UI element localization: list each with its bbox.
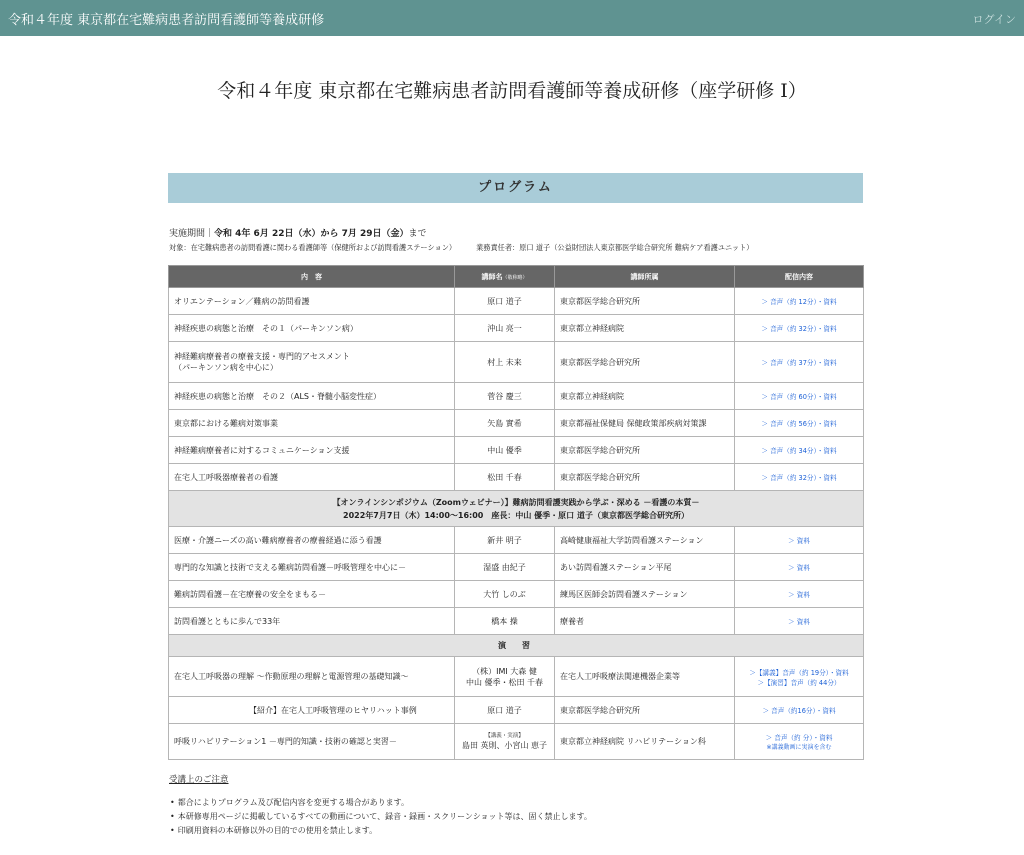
header-org: 講師所属 xyxy=(555,266,735,288)
row-org: 療養者 xyxy=(555,608,735,635)
row-lecturer: 矢島 實希 xyxy=(455,410,555,437)
period-value: 令和 4年 6月 22日（水）から 7月 29日（金） xyxy=(214,229,409,239)
row-org: 東京都医学総合研究所 xyxy=(555,437,735,464)
row-media xyxy=(735,527,864,554)
symposium-line1: 【オンラインシンポジウム（Zoomウェビナー）】難病訪問看護実践から学ぶ・深める －看護の本質－ xyxy=(332,497,700,507)
row-media xyxy=(735,608,864,635)
row-content: 在宅人工呼吸器療養者の看護 xyxy=(169,464,455,491)
row-lecturer: 原口 道子 xyxy=(455,697,555,724)
header-lecturer xyxy=(455,266,555,288)
row-media xyxy=(735,697,864,724)
row-lecturer xyxy=(455,657,555,697)
site-title[interactable]: 令和４年度 東京都在宅難病患者訪問看護師等養成研修 xyxy=(8,13,325,28)
row-lecturer: 菅谷 慶三 xyxy=(455,383,555,410)
media-note: ※講義動画に実演を含む xyxy=(766,744,832,751)
notes-list xyxy=(170,796,592,838)
row-lecturer-line1: （株）IMI 大森 健 xyxy=(472,666,537,676)
row-org: 東京都医学総合研究所 xyxy=(555,288,735,315)
row-content: 神経疾患の病態と治療 その２（ALS・脊髄小脳変性症） xyxy=(169,383,455,410)
row-org: 東京都医学総合研究所 xyxy=(555,464,735,491)
table-row xyxy=(169,410,864,437)
row-content: 専門的な知識と技術で支える難病訪問看護－呼吸管理を中心に－ xyxy=(169,554,455,581)
row-content: 神経疾患の病態と治療 その１（パーキンソン病） xyxy=(169,315,455,342)
row-lecturer: 新井 明子 xyxy=(455,527,555,554)
row-content: 在宅人工呼吸器の理解 ～作動原理の理解と電源管理の基礎知識～ xyxy=(169,657,455,697)
row-content: 神経難病療養者に対するコミュニケーション支援 xyxy=(169,437,455,464)
row-lecturer: 沖山 亮一 xyxy=(455,315,555,342)
target-line xyxy=(169,243,754,253)
notes-title: 受講上のご注意 xyxy=(169,775,229,785)
row-media xyxy=(735,288,864,315)
row-media xyxy=(735,410,864,437)
row-content: オリエンテーション／難病の訪問看護 xyxy=(169,288,455,315)
table-header-row xyxy=(169,266,864,288)
row-lecturer: 原口 道子 xyxy=(455,288,555,315)
symposium-cell xyxy=(169,491,864,527)
exercise-band xyxy=(169,635,864,657)
exercise-band-cell: 演 習 xyxy=(169,635,864,657)
media-link[interactable]: ＞ 音声（約 32分）・資料 xyxy=(761,474,837,482)
row-media xyxy=(735,724,864,760)
row-content-line2: （パーキンソン病を中心に） xyxy=(174,363,278,372)
row-org: 在宅人工呼吸療法関連機器企業等 xyxy=(555,657,735,697)
row-media xyxy=(735,383,864,410)
top-bar xyxy=(0,0,1024,36)
row-lecturer-note: 【講義・実演】 xyxy=(485,732,524,739)
row-content: 医療・介護ニーズの高い難病療養者の療養経過に添う看護 xyxy=(169,527,455,554)
media-link[interactable]: ＞ 音声（約16分）・資料 xyxy=(762,707,836,715)
table-row xyxy=(169,581,864,608)
table-row xyxy=(169,464,864,491)
row-content: 東京都における難病対策事業 xyxy=(169,410,455,437)
row-content-line1: 神経難病療養者の療養支援・専門的アセスメント xyxy=(174,352,350,361)
table-row xyxy=(169,608,864,635)
media-link[interactable]: ＞ 音声（約 60分）・資料 xyxy=(761,393,837,401)
row-org: 東京都医学総合研究所 xyxy=(555,342,735,383)
notes-item: • 印刷用資料の本研修以外の目的での使用を禁止します。 xyxy=(170,824,592,838)
media-link[interactable]: ＞ 音声（約 34分）・資料 xyxy=(761,447,837,455)
media-link[interactable]: ＞ 音声（約 32分）・資料 xyxy=(761,325,837,333)
symposium-band xyxy=(169,491,864,527)
program-section-header: プログラム xyxy=(168,173,863,203)
row-lecturer: 村上 未来 xyxy=(455,342,555,383)
row-org: 高崎健康福祉大学訪問看護ステーション xyxy=(555,527,735,554)
table-row xyxy=(169,724,864,760)
row-org: あい訪問看護ステーション平尾 xyxy=(555,554,735,581)
row-org: 東京都立神経病院 リハビリテーション科 xyxy=(555,724,735,760)
table-row xyxy=(169,437,864,464)
table-row xyxy=(169,697,864,724)
table-row xyxy=(169,383,864,410)
period-suffix: まで xyxy=(408,229,427,239)
responsible-text: 業務責任者：原口 道子（公益財団法人東京都医学総合研究所 難病ケア看護ユニット） xyxy=(476,243,754,252)
row-lecturer: 中山 優季 xyxy=(455,437,555,464)
row-org: 東京都医学総合研究所 xyxy=(555,697,735,724)
notes-item: • 本研修専用ページに掲載しているすべての動画について、録音・録画・スクリーンショット等は、固く禁止します。 xyxy=(170,810,592,824)
media-link[interactable]: ＞ 音声（約 56分）・資料 xyxy=(761,420,837,428)
row-lecturer: 松田 千春 xyxy=(455,464,555,491)
row-lecturer-names: 島田 英則、小宮山 恵子 xyxy=(461,740,548,750)
media-link[interactable]: ＞ 音声（約 分）・資料 xyxy=(765,734,833,742)
media-link[interactable]: ＞ 資料 xyxy=(788,618,810,626)
table-row xyxy=(169,342,864,383)
row-media xyxy=(735,581,864,608)
media-link[interactable]: ＞ 資料 xyxy=(788,591,810,599)
row-content: 呼吸リハビリテーション1 －専門的知識・技術の確認と実習－ xyxy=(169,724,455,760)
header-media: 配信内容 xyxy=(735,266,864,288)
row-org: 東京都福祉保健局 保健政策部疾病対策課 xyxy=(555,410,735,437)
row-content xyxy=(169,342,455,383)
media-link[interactable]: ＞ 資料 xyxy=(788,537,810,545)
table-row xyxy=(169,527,864,554)
target-text: 対象：在宅難病患者の訪問看護に関わる看護師等（保健所および訪問看護ステーション） xyxy=(169,243,457,252)
header-content: 内 容 xyxy=(169,266,455,288)
row-content: 訪問看護とともに歩んで33年 xyxy=(169,608,455,635)
header-lecturer-sub: （敬称略） xyxy=(502,274,528,281)
login-link[interactable]: ログイン xyxy=(972,13,1016,26)
row-lecturer: 大竹 しのぶ xyxy=(455,581,555,608)
row-org: 練馬区医師会訪問看護ステーション xyxy=(555,581,735,608)
row-content: 【紹介】在宅人工呼吸管理のヒヤリハット事例 xyxy=(169,697,455,724)
row-media xyxy=(735,657,864,697)
symposium-line2: 2022年7月7日（木）14:00～16:00 座長：中山 優季・原口 道子（東京都医学総合研究所） xyxy=(343,510,689,520)
table-row xyxy=(169,657,864,697)
header-lecturer-label: 講師名 xyxy=(481,272,503,281)
notes-item: • 都合によりプログラム及び配信内容を変更する場合があります。 xyxy=(170,796,592,810)
row-lecturer xyxy=(455,724,555,760)
page-title: 令和４年度 東京都在宅難病患者訪問看護師等養成研修（座学研修 Ⅰ） xyxy=(217,80,807,102)
row-lecturer: 橋本 操 xyxy=(455,608,555,635)
row-media xyxy=(735,464,864,491)
media-link-practice[interactable]: ＞【演習】音声（約 44分） xyxy=(757,678,841,687)
period-label: 実施期間｜ xyxy=(169,229,215,239)
table-row xyxy=(169,315,864,342)
row-media xyxy=(735,437,864,464)
media-link[interactable]: ＞ 音声（約 37分）・資料 xyxy=(761,359,837,367)
row-org: 東京都立神経病院 xyxy=(555,315,735,342)
row-media xyxy=(735,315,864,342)
row-content: 難病訪問看護－在宅療養の安全をまもる－ xyxy=(169,581,455,608)
table-row xyxy=(169,288,864,315)
media-link[interactable]: ＞ 資料 xyxy=(788,564,810,572)
period-line xyxy=(169,226,427,239)
media-link[interactable]: ＞ 音声（約 12分）・資料 xyxy=(761,298,837,306)
row-media xyxy=(735,342,864,383)
row-lecturer: 湿盛 由紀子 xyxy=(455,554,555,581)
row-media xyxy=(735,554,864,581)
media-link-lecture[interactable]: ＞【講義】音声（約 19分）・資料 xyxy=(749,668,849,677)
table-row xyxy=(169,554,864,581)
program-table xyxy=(168,265,864,760)
row-lecturer-line2: 中山 優季・松田 千春 xyxy=(465,677,544,687)
row-org: 東京都立神経病院 xyxy=(555,383,735,410)
